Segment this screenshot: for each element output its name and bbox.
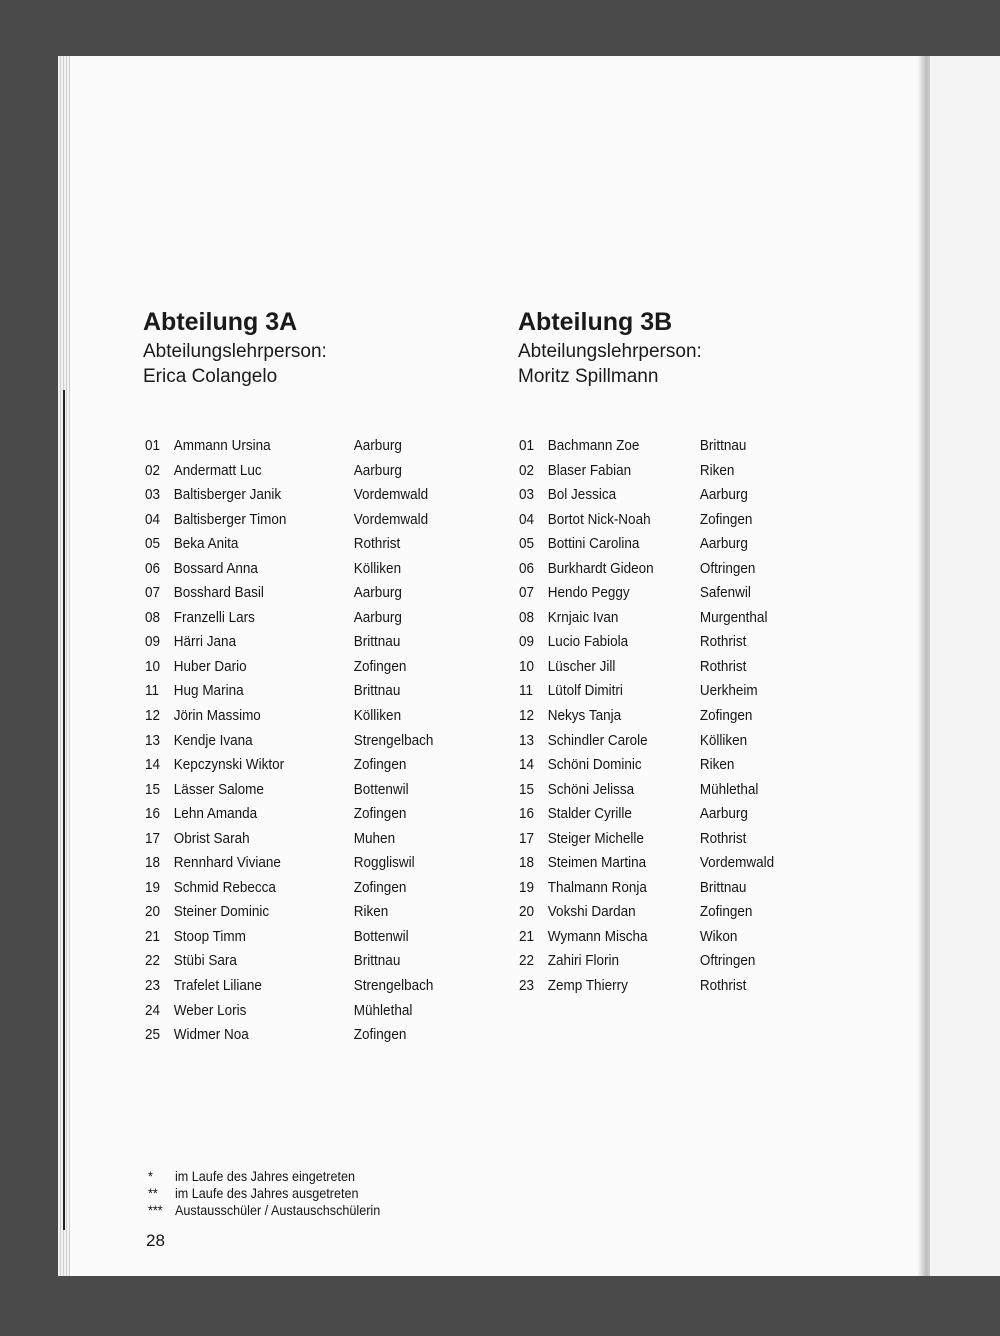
student-number: 08 bbox=[145, 608, 161, 626]
student-place: Zofingen bbox=[353, 805, 407, 823]
student-number: 01 bbox=[145, 437, 161, 454]
student-place: Riken bbox=[699, 756, 735, 774]
student-name: Wymann Mischa bbox=[547, 927, 648, 945]
footnote-symbol: ** bbox=[148, 1185, 158, 1201]
student-row bbox=[145, 999, 505, 1024]
student-row bbox=[145, 655, 505, 680]
page-number: 28 bbox=[146, 1231, 165, 1250]
student-number: 18 bbox=[519, 854, 535, 872]
student-row bbox=[519, 508, 879, 533]
student-row bbox=[145, 704, 505, 729]
student-number: 03 bbox=[519, 486, 535, 504]
student-number: 17 bbox=[519, 829, 535, 847]
student-number: 19 bbox=[145, 878, 161, 896]
student-name: Steimen Martina bbox=[547, 854, 647, 872]
student-row bbox=[519, 974, 879, 999]
student-name: Kendje Ivana bbox=[173, 731, 253, 749]
footnote-text: im Laufe des Jahres ausgetreten bbox=[175, 1185, 359, 1201]
footnote-text: im Laufe des Jahres eingetreten bbox=[175, 1168, 356, 1184]
student-place: Rothrist bbox=[699, 657, 747, 675]
student-name: Schindler Carole bbox=[547, 731, 648, 749]
student-row bbox=[145, 606, 505, 631]
student-list-3b bbox=[519, 434, 879, 999]
student-place: Brittnau bbox=[699, 878, 747, 896]
teacher-name: Erica Colangelo bbox=[143, 366, 278, 387]
student-place: Zofingen bbox=[699, 510, 753, 528]
student-place: Brittnau bbox=[353, 633, 401, 651]
student-name: Burkhardt Gideon bbox=[547, 559, 654, 577]
student-name: Lässer Salome bbox=[173, 780, 264, 798]
student-number: 05 bbox=[145, 535, 161, 553]
student-number: 10 bbox=[145, 657, 161, 675]
student-number: 09 bbox=[519, 633, 535, 651]
student-row bbox=[145, 483, 505, 508]
student-place: Zofingen bbox=[699, 903, 753, 921]
student-place: Rothrist bbox=[699, 633, 747, 651]
student-name: Bachmann Zoe bbox=[547, 437, 640, 454]
student-number: 15 bbox=[519, 780, 535, 798]
student-place: Rothrist bbox=[699, 977, 747, 995]
student-number: 11 bbox=[145, 682, 160, 700]
student-name: Thalmann Ronja bbox=[547, 878, 647, 896]
student-name: Schmid Rebecca bbox=[173, 878, 276, 896]
student-place: Strengelbach bbox=[353, 977, 434, 995]
student-place: Zofingen bbox=[353, 657, 407, 675]
student-name: Vokshi Dardan bbox=[547, 903, 636, 921]
student-row bbox=[519, 483, 879, 508]
student-number: 22 bbox=[145, 952, 161, 970]
student-number: 11 bbox=[519, 682, 534, 700]
student-number: 18 bbox=[145, 854, 161, 872]
student-name: Lüscher Jill bbox=[547, 657, 616, 675]
student-number: 14 bbox=[519, 756, 535, 774]
student-place: Riken bbox=[353, 903, 389, 921]
student-name: Härri Jana bbox=[173, 633, 237, 651]
student-row bbox=[519, 655, 879, 680]
student-name: Beka Anita bbox=[173, 535, 239, 553]
student-place: Vordemwald bbox=[353, 486, 429, 504]
student-number: 07 bbox=[519, 584, 535, 602]
student-place: Uerkheim bbox=[699, 682, 758, 700]
student-name: Steiger Michelle bbox=[547, 829, 644, 847]
section-3b-header bbox=[518, 308, 878, 389]
student-place: Rothrist bbox=[353, 535, 401, 553]
student-name: Schöni Dominic bbox=[547, 756, 642, 774]
student-place: Rothrist bbox=[699, 829, 747, 847]
student-number: 02 bbox=[145, 461, 161, 479]
student-name: Nekys Tanja bbox=[547, 707, 622, 725]
student-place: Roggliswil bbox=[353, 854, 415, 872]
section-3a-header bbox=[143, 308, 503, 389]
student-name: Obrist Sarah bbox=[173, 829, 250, 847]
student-name: Hug Marina bbox=[173, 682, 244, 700]
student-place: Strengelbach bbox=[353, 731, 434, 749]
student-row bbox=[145, 778, 505, 803]
student-number: 17 bbox=[145, 829, 161, 847]
student-number: 16 bbox=[519, 805, 535, 823]
student-row bbox=[519, 459, 879, 484]
student-number: 10 bbox=[519, 657, 535, 675]
student-place: Kölliken bbox=[699, 731, 748, 749]
student-number: 15 bbox=[145, 780, 161, 798]
student-name: Rennhard Viviane bbox=[173, 854, 281, 872]
student-name: Krnjaic Ivan bbox=[547, 608, 619, 626]
student-place: Brittnau bbox=[699, 437, 747, 454]
student-place: Zofingen bbox=[353, 878, 407, 896]
student-row bbox=[145, 434, 505, 459]
teacher-label: Abteilungslehrperson: bbox=[518, 341, 702, 362]
student-name: Steiner Dominic bbox=[173, 903, 270, 921]
student-row bbox=[145, 630, 505, 655]
student-row bbox=[519, 679, 879, 704]
student-number: 14 bbox=[145, 756, 161, 774]
student-name: Bosshard Basil bbox=[173, 584, 264, 602]
student-number: 08 bbox=[519, 608, 535, 626]
student-name: Weber Loris bbox=[173, 1001, 247, 1019]
student-name: Kepczynski Wiktor bbox=[173, 756, 285, 774]
student-row bbox=[145, 949, 505, 974]
student-number: 06 bbox=[145, 559, 161, 577]
student-place: Brittnau bbox=[353, 952, 401, 970]
student-place: Mühlethal bbox=[353, 1001, 413, 1019]
student-row bbox=[519, 630, 879, 655]
student-name: Ammann Ursina bbox=[173, 437, 271, 454]
student-place: Aarburg bbox=[353, 608, 402, 626]
student-number: 25 bbox=[145, 1026, 161, 1044]
student-name: Lucio Fabiola bbox=[547, 633, 629, 651]
student-place: Aarburg bbox=[353, 437, 402, 454]
student-name: Zemp Thierry bbox=[547, 977, 628, 995]
student-place: Zofingen bbox=[353, 756, 407, 774]
student-number: 04 bbox=[519, 510, 535, 528]
student-name: Zahiri Florin bbox=[547, 952, 620, 970]
student-row bbox=[145, 729, 505, 754]
student-place: Kölliken bbox=[353, 707, 402, 725]
student-name: Stoop Timm bbox=[173, 927, 246, 945]
student-row bbox=[145, 679, 505, 704]
student-place: Safenwil bbox=[699, 584, 751, 602]
student-row bbox=[519, 704, 879, 729]
student-row bbox=[145, 581, 505, 606]
student-name: Trafelet Liliane bbox=[173, 977, 262, 995]
student-number: 20 bbox=[519, 903, 535, 921]
student-number: 05 bbox=[519, 535, 535, 553]
student-row bbox=[145, 459, 505, 484]
student-name: Bortot Nick-Noah bbox=[547, 510, 651, 528]
student-place: Aarburg bbox=[353, 461, 402, 479]
student-name: Hendo Peggy bbox=[547, 584, 630, 602]
student-number: 07 bbox=[145, 584, 161, 602]
student-place: Wikon bbox=[699, 927, 738, 945]
student-number: 13 bbox=[145, 731, 161, 749]
student-row bbox=[145, 508, 505, 533]
student-number: 20 bbox=[145, 903, 161, 921]
student-place: Mühlethal bbox=[699, 780, 759, 798]
student-name: Bottini Carolina bbox=[547, 535, 640, 553]
student-name: Blaser Fabian bbox=[547, 461, 632, 479]
student-number: 02 bbox=[519, 461, 535, 479]
student-number: 06 bbox=[519, 559, 535, 577]
student-number: 16 bbox=[145, 805, 161, 823]
student-place: Aarburg bbox=[699, 486, 748, 504]
student-place: Vordemwald bbox=[699, 854, 775, 872]
student-name: Stübi Sara bbox=[173, 952, 237, 970]
student-number: 21 bbox=[519, 927, 535, 945]
student-row bbox=[145, 532, 505, 557]
student-row bbox=[145, 876, 505, 901]
student-place: Muhen bbox=[353, 829, 396, 847]
student-place: Riken bbox=[699, 461, 735, 479]
student-row bbox=[145, 753, 505, 778]
student-place: Aarburg bbox=[353, 584, 402, 602]
student-place: Murgenthal bbox=[699, 608, 768, 626]
teacher-name: Moritz Spillmann bbox=[518, 366, 659, 387]
student-row bbox=[145, 557, 505, 582]
student-number: 03 bbox=[145, 486, 161, 504]
footnote-text: Austausschüler / Austauschschülerin bbox=[175, 1202, 381, 1218]
student-row bbox=[519, 557, 879, 582]
student-number: 09 bbox=[145, 633, 161, 651]
student-number: 01 bbox=[519, 437, 535, 454]
margin-line bbox=[63, 390, 65, 1230]
footnote-symbol: * bbox=[148, 1168, 153, 1184]
student-row bbox=[519, 581, 879, 606]
student-row bbox=[519, 827, 879, 852]
student-row bbox=[145, 1023, 505, 1048]
student-name: Lütolf Dimitri bbox=[547, 682, 623, 700]
student-place: Brittnau bbox=[353, 682, 401, 700]
student-row bbox=[519, 532, 879, 557]
student-number: 13 bbox=[519, 731, 535, 749]
student-row bbox=[519, 949, 879, 974]
footnote-symbol: *** bbox=[148, 1202, 163, 1218]
student-name: Schöni Jelissa bbox=[547, 780, 635, 798]
student-row bbox=[519, 606, 879, 631]
student-name: Andermatt Luc bbox=[173, 461, 262, 479]
student-row bbox=[145, 802, 505, 827]
teacher-label: Abteilungslehrperson: bbox=[143, 341, 327, 362]
student-number: 12 bbox=[519, 707, 535, 725]
student-list-3a bbox=[145, 434, 505, 1048]
student-row bbox=[145, 925, 505, 950]
section-title: Abteilung 3A bbox=[143, 308, 298, 336]
student-name: Jörin Massimo bbox=[173, 707, 261, 725]
student-name: Bossard Anna bbox=[173, 559, 258, 577]
student-number: 22 bbox=[519, 952, 535, 970]
student-name: Huber Dario bbox=[173, 657, 247, 675]
student-row bbox=[519, 753, 879, 778]
student-number: 21 bbox=[145, 927, 161, 945]
student-row bbox=[519, 729, 879, 754]
student-row bbox=[519, 434, 879, 459]
student-number: 23 bbox=[145, 977, 161, 995]
student-place: Kölliken bbox=[353, 559, 402, 577]
student-name: Baltisberger Janik bbox=[173, 486, 282, 504]
student-name: Stalder Cyrille bbox=[547, 805, 632, 823]
student-number: 19 bbox=[519, 878, 535, 896]
student-number: 04 bbox=[145, 510, 161, 528]
student-row bbox=[519, 851, 879, 876]
student-row bbox=[145, 851, 505, 876]
student-place: Bottenwil bbox=[353, 927, 409, 945]
section-title: Abteilung 3B bbox=[518, 308, 673, 336]
student-number: 12 bbox=[145, 707, 161, 725]
student-number: 23 bbox=[519, 977, 535, 995]
student-place: Zofingen bbox=[353, 1026, 407, 1044]
student-row bbox=[519, 925, 879, 950]
student-place: Zofingen bbox=[699, 707, 753, 725]
student-row bbox=[145, 974, 505, 999]
student-place: Oftringen bbox=[699, 952, 756, 970]
student-row bbox=[145, 900, 505, 925]
student-place: Vordemwald bbox=[353, 510, 429, 528]
student-number: 24 bbox=[145, 1001, 161, 1019]
student-name: Baltisberger Timon bbox=[173, 510, 287, 528]
student-name: Franzelli Lars bbox=[173, 608, 255, 626]
student-row bbox=[145, 827, 505, 852]
facing-page-edge bbox=[930, 56, 1000, 1276]
student-place: Aarburg bbox=[699, 535, 748, 553]
student-row bbox=[519, 876, 879, 901]
student-name: Bol Jessica bbox=[547, 486, 617, 504]
student-row bbox=[519, 802, 879, 827]
student-place: Bottenwil bbox=[353, 780, 409, 798]
student-name: Widmer Noa bbox=[173, 1026, 249, 1044]
student-row bbox=[519, 900, 879, 925]
student-name: Lehn Amanda bbox=[173, 805, 258, 823]
student-place: Oftringen bbox=[699, 559, 756, 577]
student-place: Aarburg bbox=[699, 805, 748, 823]
student-row bbox=[519, 778, 879, 803]
